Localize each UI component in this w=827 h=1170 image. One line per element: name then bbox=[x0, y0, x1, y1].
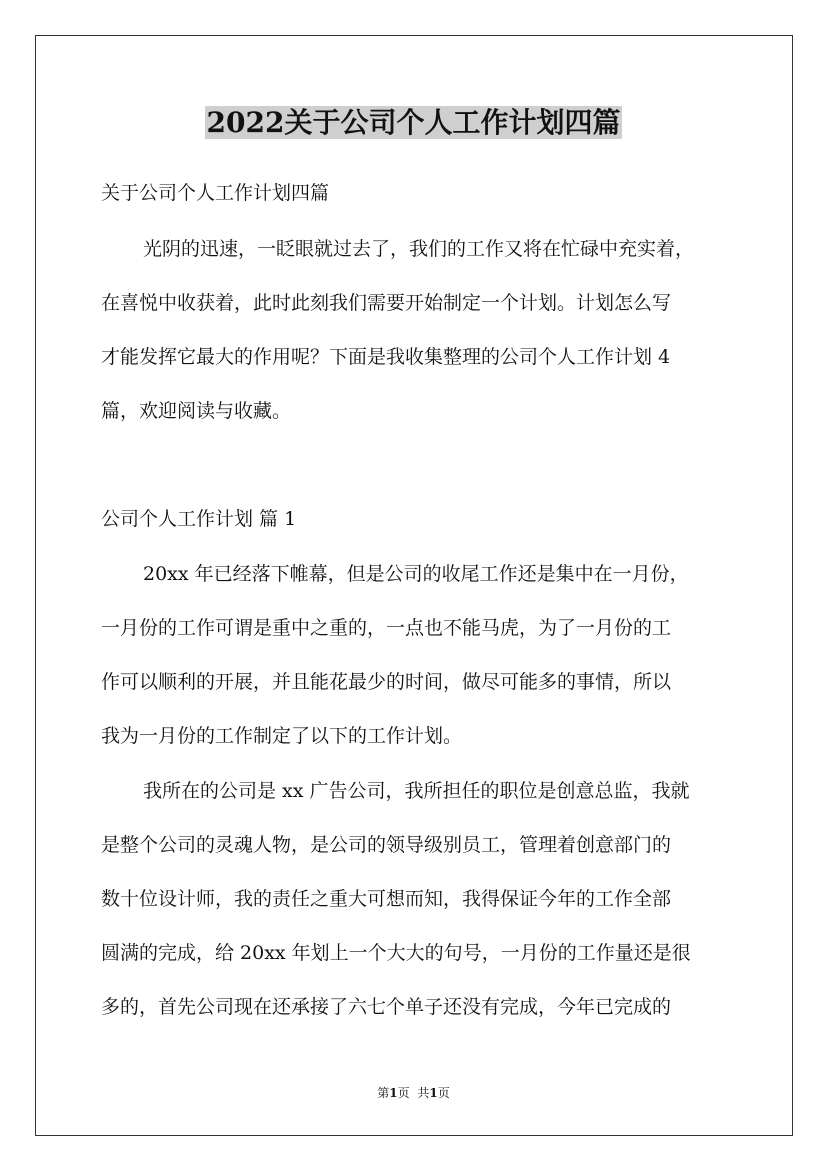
intro-line: 光阴的迅速，一眨眼就过去了，我们的工作又将在忙碌中充实着， bbox=[143, 238, 695, 260]
total-suffix: 页 bbox=[437, 1086, 450, 1100]
intro-line: 篇，欢迎阅读与收藏。 bbox=[101, 400, 292, 422]
document-subtitle: 关于公司个人工作计划四篇 bbox=[101, 182, 330, 204]
intro-line: 在喜悦中收获着，此时此刻我们需要开始制定一个计划。计划怎么写 bbox=[101, 292, 672, 314]
page-footer bbox=[0, 1085, 827, 1101]
page-suffix: 页 bbox=[397, 1086, 410, 1100]
section-para2-line: 是整个公司的灵魂人物，是公司的领导级别员工，管理着创意部门的 bbox=[101, 834, 672, 856]
section-para1-line: 我为一月份的工作制定了以下的工作计划。 bbox=[101, 725, 463, 747]
page-prefix: 第 bbox=[377, 1086, 390, 1100]
total-prefix: 共 bbox=[417, 1086, 430, 1100]
section-heading: 公司个人工作计划 篇 1 bbox=[101, 508, 297, 530]
section-para1-line: 作可以顺利的开展，并且能花最少的时间，做尽可能多的事情，所以 bbox=[101, 671, 672, 693]
document-title bbox=[0, 103, 827, 143]
section-para2-line: 圆满的完成，给 20xx 年划上一个大大的句号，一月份的工作量还是很 bbox=[101, 942, 691, 964]
section-para2-line: 我所在的公司是 xx 广告公司，我所担任的职位是创意总监，我就 bbox=[143, 780, 690, 802]
page-number: 1 bbox=[389, 1086, 398, 1100]
section-para1-line: 20xx 年已经落下帷幕，但是公司的收尾工作还是集中在一月份， bbox=[143, 563, 689, 585]
intro-line: 才能发挥它最大的作用呢？下面是我收集整理的公司个人工作计划 4 bbox=[101, 346, 671, 368]
section-para1-line: 一月份的工作可谓是重中之重的，一点也不能马虎，为了一月份的工 bbox=[101, 617, 672, 639]
total-pages: 1 bbox=[429, 1086, 438, 1100]
section-para2-line: 数十位设计师，我的责任之重大可想而知，我得保证今年的工作全部 bbox=[101, 888, 672, 910]
document-title-text: 2022关于公司个人工作计划四篇 bbox=[206, 106, 621, 139]
section-para2-line: 多的，首先公司现在还承接了六七个单子还没有完成，今年已完成的 bbox=[101, 996, 672, 1018]
